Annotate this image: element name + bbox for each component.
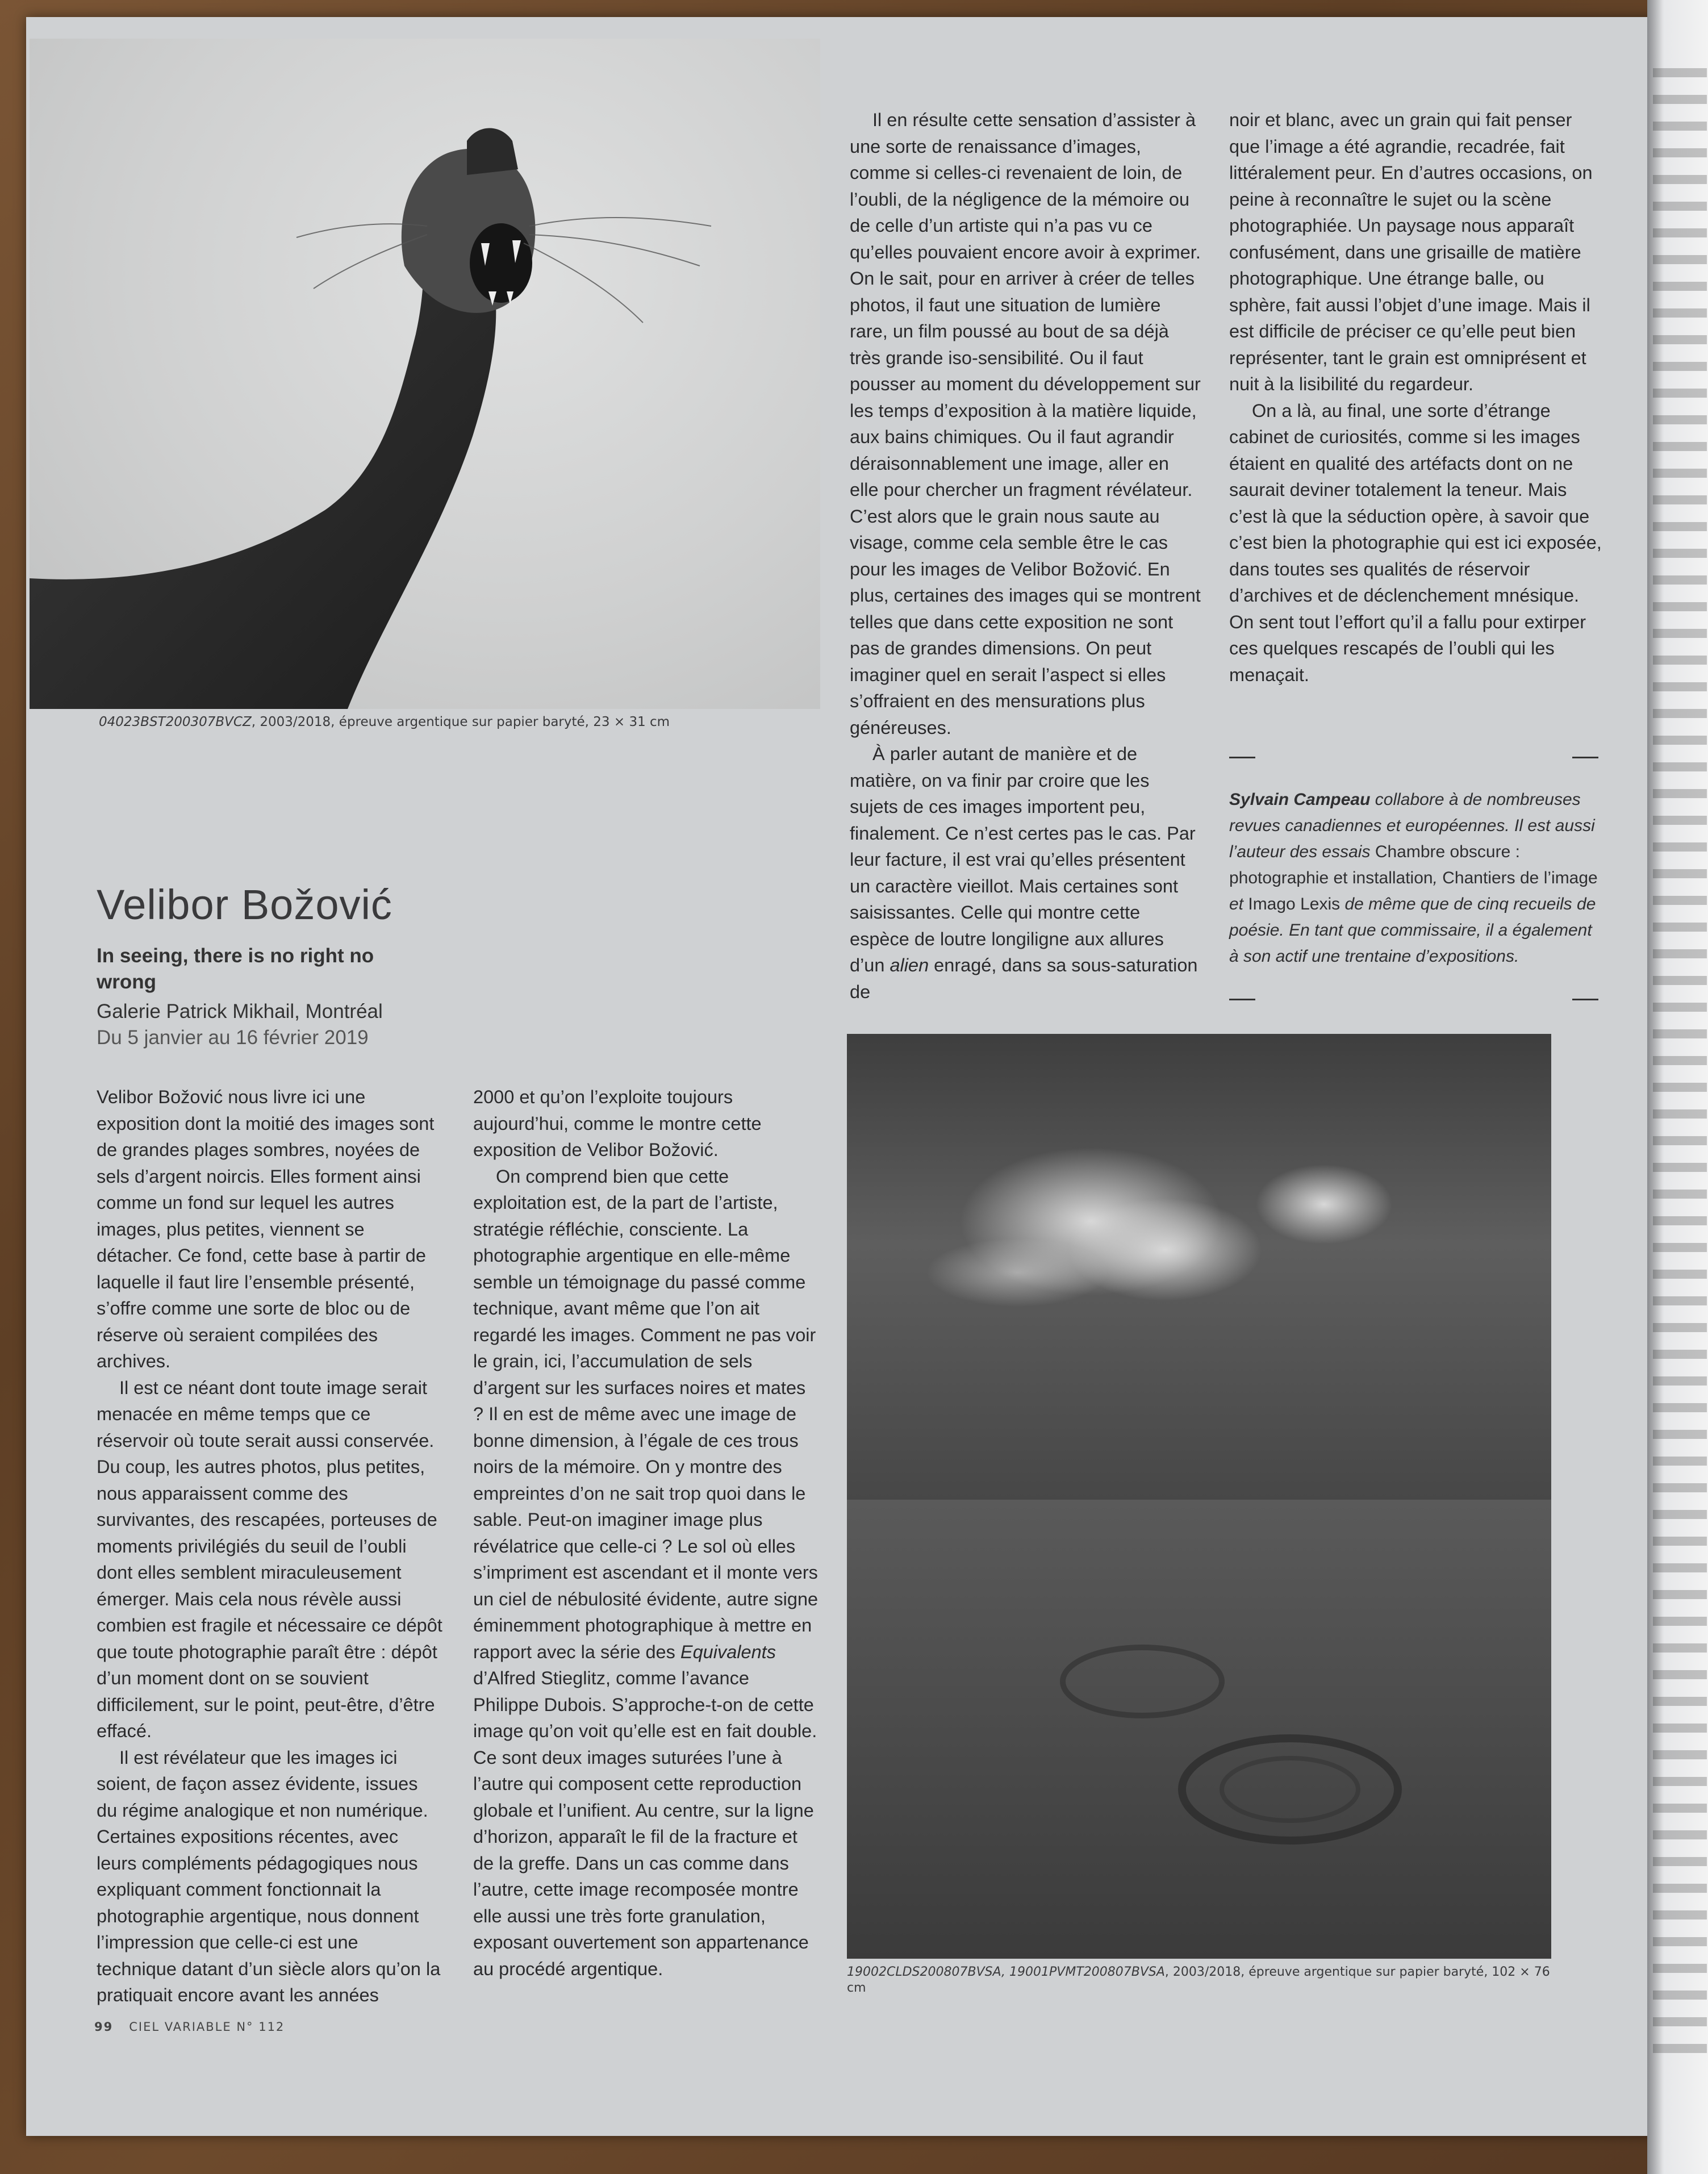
magazine-page xyxy=(26,17,1662,2136)
book-title-imago-lexis: Imago Lexis xyxy=(1248,895,1340,913)
col4-paragraph-1: noir et blanc, avec un grain qui fait penser que l’image a été agrandie, recadrée, fait littéralement peur. En d’autres occasions, on peine à reconnaître le sujet ou la scène photographiée. Un paysage nous apparaît confusément, dans une grisaille de matière photographique. Une étrange balle, ou sphère, fait aussi l’objet d’une image. Mais il est difficile de préciser ce qu’elle peut bien représenter, tant le grain est omniprésent et nuit à la lisibilité du regardeur. xyxy=(1229,110,1593,394)
bio-divider-top-left xyxy=(1229,757,1255,758)
alien-word: alien xyxy=(890,955,929,975)
text-column-2 xyxy=(473,1084,820,1982)
exhibition-venue: Galerie Patrick Mikhail, Montréal xyxy=(97,1000,383,1023)
exhibition-dates: Du 5 janvier au 16 février 2019 xyxy=(97,1027,369,1049)
article-subtitle: In seeing, there is no right no wrong xyxy=(97,945,374,993)
page-number: 99 xyxy=(94,2020,114,2034)
page-fold-shadow xyxy=(1647,0,1664,2174)
otter-illustration xyxy=(30,39,820,709)
bio-text-1: collabore à de nombreuses revues canadiennes et européennes. Il est aussi l’auteur des essais xyxy=(1229,790,1595,861)
sky-and-sand-illustration xyxy=(847,1034,1551,1959)
text-column-3 xyxy=(850,107,1202,1005)
col2-paragraph-2 xyxy=(473,1163,820,1983)
top-photo-caption xyxy=(99,713,670,731)
page-footer xyxy=(94,2020,285,2034)
bio-divider-bottom-right xyxy=(1572,999,1598,1000)
col2-paragraph-1: 2000 et qu’on l’exploite toujours aujourd’hui, comme le montre cette exposition de Velibor Božović. xyxy=(473,1087,762,1160)
bottom-caption-ids: 19002CLDS200807BVSA, 19001PVMT200807BVSA xyxy=(847,1965,1165,1979)
adjacent-page-edge xyxy=(1647,0,1708,2174)
bio-divider-top-right xyxy=(1572,757,1598,758)
bio-text-3: et xyxy=(1229,895,1248,913)
col1-paragraph-3: Il est révélateur que les images ici soient, de façon assez évidente, issues du régime analogique et non numérique. Certaines expositions récentes, avec leurs compléments pédagogiques nous expliquant comment fonctionnait la photographie argentique, nous donnent l’impression que celle-ci est une technique datant d’un siècle alors qu’on la pratiquait encore avant les années xyxy=(97,1747,441,2005)
author-bio xyxy=(1229,787,1598,970)
text-column-4 xyxy=(1229,107,1604,688)
bio-text-2: , xyxy=(1433,869,1443,887)
bottom-photo-caption xyxy=(847,1964,1563,1996)
book-title-chantiers: Chantiers de l’image xyxy=(1442,869,1598,887)
bio-divider-bottom-left xyxy=(1229,999,1255,1000)
landscape-photograph xyxy=(847,1034,1551,1959)
equivalents-series-title: Equivalents xyxy=(680,1641,776,1662)
bottom-caption-details: , 2003/2018, épreuve argentique sur papier baryté, 102 × 76 cm xyxy=(847,1965,1550,1995)
author-name: Sylvain Campeau xyxy=(1229,790,1371,809)
top-caption-details: , 2003/2018, épreuve argentique sur papier baryté, 23 × 31 cm xyxy=(251,715,670,729)
bio-text-4: de même que de cinq recueils de poésie. En tant que commissaire, il a également à son actif une trentaine d’expositions. xyxy=(1229,895,1596,966)
col3-paragraph-1: Il en résulte cette sensation d’assister à une sorte de renaissance d’images, comme si celles-ci revenaient de loin, de l’oubli, de la négligence de la mémoire ou de celle d’un artiste qui n’a pas vu ce qu’elles pouvaient encore avoir à exprimer. On le sait, pour en arriver à créer de telles photos, il faut une situation de lumière rare, un film poussé au bout de sa déjà très grande iso-sensibilité. Ou il faut pousser au moment du développement sur les temps d’exposition à la matière liquide, aux bains chimiques. Ou il faut agrandir déraisonnablement une image, aller en elle pour chercher un fragment révélateur. C’est alors que le grain nous saute au visage, comme cela semble être le cas pour les images de Velibor Božović. En plus, certaines des images qui se montrent telles que dans cette exposition ne sont pas de grandes dimensions. On peut imaginer quel en serait l’aspect si elles s’offraient en des mensurations plus généreuses. xyxy=(850,110,1201,738)
col2-p2-text-a: On comprend bien que cette exploitation est, de la part de l’artiste, stratégie réfléchie, consciente. La photographie argentique en elle-même semble un témoignage du passé comme technique, avant même que l’on ait regardé les images. Comment ne pas voir le grain, ici, l’accumulation de sels d’argent sur les surfaces noires et mates ? Il en est de même avec une image de bonne dimension, à l’égale de ces trous noirs de la mémoire. On y montre des empreintes d’on ne sait trop quoi dans le sable. Peut-on imaginer image plus révélatrice que celle-ci ? Le sol où elles s’impriment est ascendant et il monte vers un ciel de nébulosité évidente, autre signe éminemment photographique à mettre en rapport avec la série des xyxy=(473,1166,818,1662)
col4-paragraph-2: On a là, au final, une sorte d’étrange cabinet de curiosités, comme si les images étaient en qualité des artéfacts dont on ne saurait deviner totalement la teneur. Mais c’est là que la séduction opère, à savoir que c’est bien la photographie qui est ici exposée, dans toutes ses qualités de réservoir d’archives et de déclenchement mnésique. On sent tout l’effort qu’il a fallu pour extirper ces quelques rescapés de l’oubli qui les menaçait. xyxy=(1229,400,1602,685)
top-caption-id: 04023BST200307BVCZ xyxy=(99,715,252,729)
col3-paragraph-2 xyxy=(850,741,1202,1005)
article-title: Velibor Božović xyxy=(97,881,392,928)
col3-p2-text-b: enragé, dans sa sous-saturation de xyxy=(850,955,1198,1002)
magazine-issue: CIEL VARIABLE N° 112 xyxy=(129,2020,285,2034)
col1-paragraph-1: Velibor Božović nous livre ici une exposition dont la moitié des images sont de grandes plages sombres, noyées de sels d’argent noircis. Elles forment ainsi comme un fond sur lequel les autres images, plus petites, viennent se détacher. Ce fond, cette base à partir de laquelle il faut lire l’ensemble présenté, s’offre comme une sorte de bloc ou de réserve où seraient compilées des archives. xyxy=(97,1087,435,1371)
otter-photograph xyxy=(30,39,820,709)
text-column-1 xyxy=(97,1084,443,2009)
col1-paragraph-2: Il est ce néant dont toute image serait menacée en même temps que ce réservoir où toute serait aussi conservée. Du coup, les autres photos, plus petites, nous apparaissent comme des survivantes, des rescapées, porteuses de moments privilégiés du seuil de l’oubli dont elles semblent miraculeusement émerger. Mais cela nous révèle aussi combien est fragile et nécessaire ce dépôt que toute photographie paraît être : dépôt d’un moment dont on se souvient difficilement, sur le point, peut-être, d’être effacé. xyxy=(97,1377,442,1741)
col2-p2-text-b: d’Alfred Stieglitz, comme l’avance Philippe Dubois. S’approche-t-on de cette image qu’on voit qu’elle est en fait double. Ce sont deux images suturées l’une à l’autre qui composent cette reproduction globale et l’unifient. Au centre, sur la ligne d’horizon, apparaît le fil de la fracture et de la greffe. Dans un cas comme dans l’autre, cette image recomposée montre elle aussi une très forte granulation, exposant ouvertement son appartenance au procédé argentique. xyxy=(473,1668,817,1979)
book-title-chambre-obscure: Chambre obscure : photographie et installation xyxy=(1229,842,1520,887)
col3-p2-text-a: À parler autant de manière et de matière, on va finir par croire que les sujets de ces images importent peu, finalement. Ce n’est certes pas le cas. Par leur facture, il est vrai qu’elles présentent un caractère vieillot. Mais certaines sont saisissantes. Celle qui montre cette espèce de loutre longiligne aux allures d’un xyxy=(850,744,1196,975)
